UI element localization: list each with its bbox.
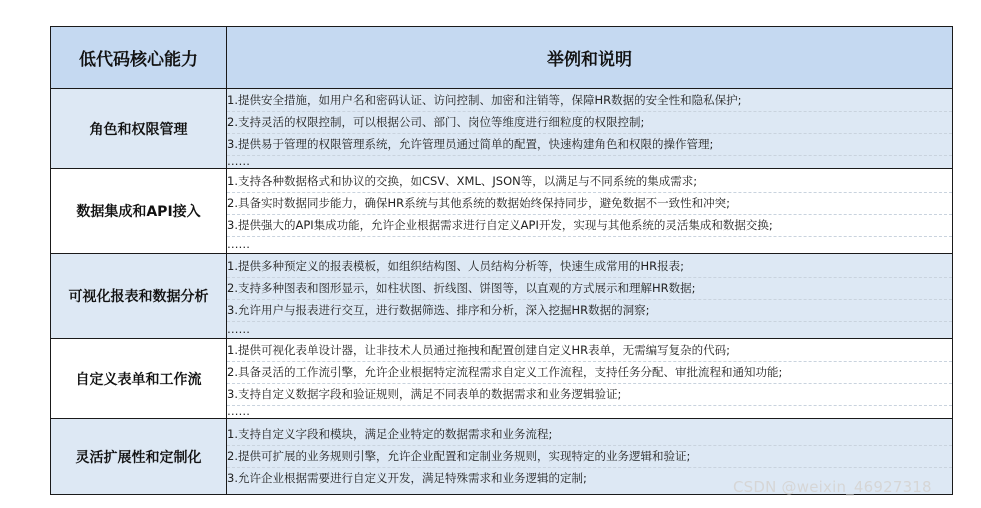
capability-description bbox=[227, 254, 953, 339]
capability-name: 角色和权限管理 bbox=[51, 89, 227, 169]
description-line: 3.提供易于管理的权限管理系统，允许管理员通过简单的配置，快速构建角色和权限的操作管理; bbox=[227, 134, 952, 156]
description-line: 1.支持各种数据格式和协议的交换，如CSV、XML、JSON等，以满足与不同系统的集成需求; bbox=[227, 171, 952, 193]
description-line: 2.具备实时数据同步能力，确保HR系统与其他系统的数据始终保持同步，避免数据不一致性和冲突; bbox=[227, 193, 952, 215]
description-line: …… bbox=[227, 155, 250, 167]
description-line: 3.允许用户与报表进行交互，进行数据筛选、排序和分析，深入挖掘HR数据的洞察; bbox=[227, 300, 952, 322]
description-line: 1.提供多种预定义的报表模板，如组织结构图、人员结构分析等，快速生成常用的HR报表; bbox=[227, 256, 952, 278]
watermark: CSDN @weixin_46927318 bbox=[733, 478, 932, 496]
capability-name: 可视化报表和数据分析 bbox=[51, 254, 227, 339]
description-line: …… bbox=[227, 405, 250, 417]
description-line: 1.提供可视化表单设计器，让非技术人员通过拖拽和配置创建自定义HR表单，无需编写复杂的代码; bbox=[227, 340, 952, 362]
description-line: 3.支持自定义数据字段和验证规则，满足不同表单的数据需求和业务逻辑验证; bbox=[227, 384, 952, 406]
table-row bbox=[51, 169, 953, 254]
capability-table bbox=[50, 26, 953, 495]
description-line: …… bbox=[227, 321, 250, 336]
description-line: 2.提供可扩展的业务规则引擎，允许企业配置和定制业务规则，实现特定的业务逻辑和验证; bbox=[227, 446, 952, 468]
description-line: 2.支持灵活的权限控制，可以根据公司、部门、岗位等维度进行细粒度的权限控制; bbox=[227, 112, 952, 134]
capability-name: 自定义表单和工作流 bbox=[51, 339, 227, 419]
table-row bbox=[51, 254, 953, 339]
table-row bbox=[51, 89, 953, 169]
description-line: 1.提供安全措施，如用户名和密码认证、访问控制、加密和注销等，保障HR数据的安全性和隐私保护; bbox=[227, 90, 952, 112]
capability-description bbox=[227, 89, 953, 169]
table-row bbox=[51, 339, 953, 419]
capability-description bbox=[227, 169, 953, 254]
description-line: 2.支持多种图表和图形显示，如柱状图、折线图、饼图等，以直观的方式展示和理解HR数据; bbox=[227, 278, 952, 300]
description-line: 3.允许企业根据需要进行自定义开发，满足特殊需求和业务逻辑的定制; bbox=[227, 470, 587, 485]
header-capability: 低代码核心能力 bbox=[51, 27, 227, 89]
capability-name: 灵活扩展性和定制化 bbox=[51, 419, 227, 495]
description-line: 3.提供强大的API集成功能，允许企业根据需求进行自定义API开发，实现与其他系统的灵活集成和数据交换; bbox=[227, 215, 952, 237]
table-header-row bbox=[51, 27, 953, 89]
capability-description bbox=[227, 339, 953, 419]
description-line: 1.支持自定义字段和模块，满足企业特定的数据需求和业务流程; bbox=[227, 424, 952, 446]
capability-name: 数据集成和API接入 bbox=[51, 169, 227, 254]
header-examples: 举例和说明 bbox=[227, 27, 953, 89]
description-line: 2.具备灵活的工作流引擎，允许企业根据特定流程需求自定义工作流程，支持任务分配、审批流程和通知功能; bbox=[227, 362, 952, 384]
description-line: …… bbox=[227, 236, 250, 251]
